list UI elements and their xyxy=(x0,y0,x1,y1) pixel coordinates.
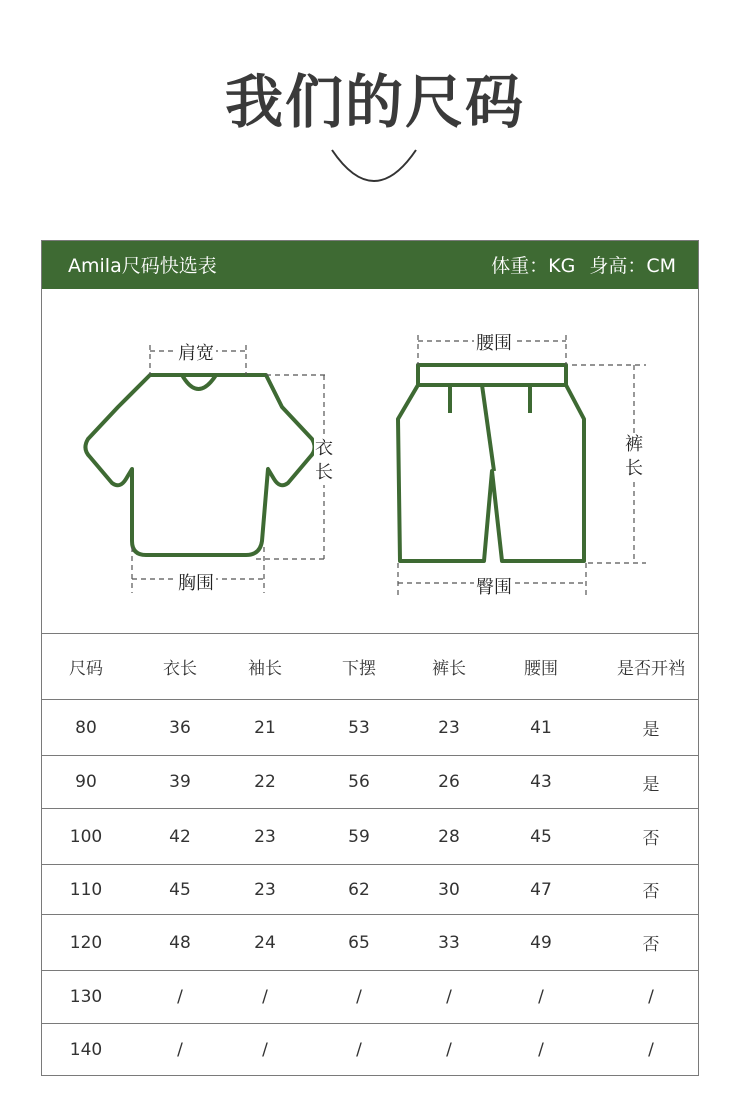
column-header: 腰围 xyxy=(524,659,558,679)
table-cell: / xyxy=(356,987,362,1007)
table-cell: 否 xyxy=(642,882,660,902)
table-cell: / xyxy=(538,987,544,1007)
table-cell: 23 xyxy=(254,826,276,847)
pants-length-label: 裤 长 xyxy=(625,434,643,479)
table-cell: 21 xyxy=(254,717,276,738)
table-cell: / xyxy=(648,1040,654,1060)
table-cell: 53 xyxy=(348,717,370,738)
page-title: 我们的尺码 xyxy=(224,68,525,136)
table-row xyxy=(42,865,698,915)
table-cell: 59 xyxy=(348,826,370,847)
table-cell: 28 xyxy=(438,826,460,847)
table-cell: 43 xyxy=(530,772,552,792)
table-cell: 39 xyxy=(169,772,191,792)
table-cell: 90 xyxy=(75,772,97,792)
table-cell: / xyxy=(262,987,268,1007)
table-cell: 80 xyxy=(75,717,97,738)
table-row xyxy=(42,756,698,809)
size-table xyxy=(42,633,698,1076)
table-cell: 33 xyxy=(438,932,460,953)
table-cell: 48 xyxy=(169,932,191,953)
card-title: Amila尺码快选表 xyxy=(68,255,217,277)
table-cell: 100 xyxy=(69,826,103,847)
table-cell: 140 xyxy=(69,1040,103,1060)
table-row xyxy=(42,700,698,756)
column-header: 下摆 xyxy=(342,659,376,679)
top-length-label: 衣 长 xyxy=(315,438,333,483)
column-header: 衣长 xyxy=(163,659,197,679)
table-cell: 130 xyxy=(69,987,103,1007)
pants-icon xyxy=(398,365,584,561)
hip-label: 臀围 xyxy=(474,573,514,599)
smile-decoration xyxy=(328,146,420,184)
shoulder-label: 肩宽 xyxy=(176,339,216,365)
table-cell: 30 xyxy=(438,879,460,900)
chest-label: 胸围 xyxy=(176,569,216,595)
table-cell: / xyxy=(538,1040,544,1060)
table-cell: 45 xyxy=(169,879,191,900)
table-row xyxy=(42,971,698,1024)
waist-label: 腰围 xyxy=(474,329,514,355)
table-cell: 56 xyxy=(348,772,370,792)
unit-info xyxy=(477,241,676,291)
table-cell: 110 xyxy=(69,879,103,900)
table-cell: 是 xyxy=(642,774,660,795)
table-cell: / xyxy=(446,1040,452,1060)
table-cell: / xyxy=(177,1040,183,1060)
height-unit: 身高：CM xyxy=(589,255,676,277)
table-cell: 否 xyxy=(642,935,660,955)
table-cell: / xyxy=(177,987,183,1007)
table-header xyxy=(42,634,698,700)
column-header: 裤长 xyxy=(432,659,466,679)
column-header: 尺码 xyxy=(69,659,103,679)
table-cell: 65 xyxy=(348,932,370,953)
table-cell: / xyxy=(648,987,654,1007)
table-cell: 45 xyxy=(530,826,552,847)
table-cell: / xyxy=(356,1040,362,1060)
table-cell: 24 xyxy=(254,932,276,953)
table-cell: 42 xyxy=(169,826,191,847)
card-header xyxy=(42,241,698,289)
size-chart-card xyxy=(41,240,699,1076)
table-row xyxy=(42,809,698,865)
table-cell: 23 xyxy=(254,879,276,900)
tshirt-icon xyxy=(85,375,314,555)
column-header: 袖长 xyxy=(248,659,282,679)
table-cell: 49 xyxy=(530,932,552,953)
table-cell: / xyxy=(446,987,452,1007)
table-row xyxy=(42,1024,698,1076)
table-cell: 41 xyxy=(530,717,552,738)
table-cell: 62 xyxy=(348,879,370,900)
weight-unit: 体重：KG xyxy=(491,255,576,277)
table-row xyxy=(42,915,698,971)
measurement-diagram xyxy=(42,289,698,633)
table-cell: 22 xyxy=(254,772,276,792)
table-cell: 是 xyxy=(642,720,660,740)
table-cell: / xyxy=(262,1040,268,1060)
table-cell: 26 xyxy=(438,772,460,792)
table-cell: 23 xyxy=(438,717,460,738)
table-cell: 36 xyxy=(169,717,191,738)
table-cell: 47 xyxy=(530,879,552,900)
table-cell: 否 xyxy=(642,829,660,849)
column-header: 是否开裆 xyxy=(617,659,685,679)
table-cell: 120 xyxy=(69,932,103,953)
